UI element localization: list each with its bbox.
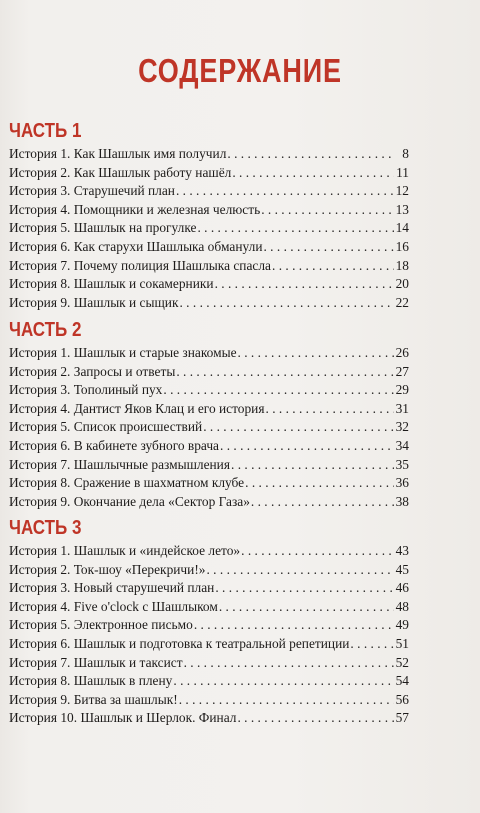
toc-entry-page-number: 29 — [395, 382, 409, 398]
dot-leader — [179, 691, 394, 710]
toc-part-3 — [9, 516, 409, 728]
dot-leader — [184, 654, 394, 673]
toc-entry-title: История 1. Шашлык и старые знакомые — [9, 345, 237, 360]
toc-entry — [9, 493, 409, 512]
dot-leader — [173, 672, 394, 691]
dot-leader — [263, 238, 394, 257]
toc-entry — [9, 616, 409, 635]
dot-leader — [215, 579, 394, 598]
dot-leader — [194, 616, 394, 635]
toc-entry-page-number: 14 — [395, 220, 409, 236]
toc-entry-title: История 5. Шашлык на прогулке — [9, 220, 197, 236]
part-heading: ЧАСТЬ 2 — [9, 319, 82, 341]
dot-leader — [245, 474, 394, 493]
part-heading: ЧАСТЬ 3 — [9, 517, 82, 539]
toc-entry-page-number: 12 — [395, 183, 409, 199]
toc-entry-title: История 6. В кабинете зубного врача — [9, 437, 220, 453]
toc-entry-title: История 4. Помощники и железная челюсть — [9, 201, 261, 217]
toc-entry-title: История 10. Шашлык и Шерлок. Финал — [9, 710, 237, 726]
toc-entry-page-number: 32 — [395, 419, 409, 435]
toc-entry-page-number: 22 — [395, 294, 409, 310]
toc-entry-title: История 2. Как Шашлык работу нашёл — [9, 164, 232, 180]
toc-entry-title: История 8. Сражение в шахматном клубе — [9, 475, 245, 491]
toc-entry — [9, 294, 409, 313]
toc-part-1 — [9, 119, 409, 312]
toc-entry — [9, 456, 409, 475]
toc-entry-page-number: 31 — [395, 400, 409, 416]
toc-entry — [9, 182, 409, 201]
toc-entry-list — [9, 542, 409, 728]
toc-entry-title: История 2. Запросы и ответы — [9, 363, 176, 379]
toc-entry-page-number: 38 — [395, 493, 409, 509]
toc-entry — [9, 561, 409, 580]
part-heading: ЧАСТЬ 1 — [9, 120, 82, 142]
toc-entry — [9, 598, 409, 617]
dot-leader — [232, 164, 394, 183]
toc-entry-title: История 7. Шашлычные размышления — [9, 456, 231, 472]
toc-entry-page-number: 51 — [395, 635, 409, 651]
toc-entry-page-number: 57 — [395, 710, 409, 726]
toc-entry — [9, 437, 409, 456]
toc-entry-title: История 5. Электронное письмо — [9, 617, 193, 633]
dot-leader — [238, 344, 394, 363]
toc-entry-page-number: 43 — [395, 543, 409, 558]
toc-entry — [9, 418, 409, 437]
toc-entry-title: История 6. Шашлык и подготовка к театральной репетиции — [9, 635, 350, 651]
dot-leader — [251, 493, 394, 512]
toc-entry — [9, 672, 409, 691]
toc-entry — [9, 164, 409, 183]
dot-leader — [272, 257, 394, 276]
dot-leader — [227, 145, 394, 164]
toc-entry-page-number: 52 — [395, 654, 409, 670]
toc-entry — [9, 145, 409, 164]
toc-entry-page-number: 34 — [395, 437, 409, 453]
toc-entry-page-number: 26 — [395, 345, 409, 360]
dot-leader — [163, 381, 394, 400]
toc-entry-list — [9, 344, 409, 511]
toc-entry — [9, 474, 409, 493]
toc-entry-page-number: 35 — [395, 456, 409, 472]
toc-entry-title: История 5. Список происшествий — [9, 419, 203, 435]
toc-entry-page-number: 54 — [395, 673, 409, 689]
toc-entry-page-number: 8 — [402, 146, 409, 161]
toc-entry-title: История 4. Дантист Яков Клац и его история — [9, 400, 265, 416]
toc-entry — [9, 219, 409, 238]
dot-leader — [261, 201, 394, 220]
dot-leader — [231, 456, 394, 475]
toc-entry — [9, 238, 409, 257]
toc-entry-title: История 8. Шашлык и сокамерники — [9, 276, 214, 292]
toc-entry — [9, 654, 409, 673]
toc-entry-page-number: 11 — [396, 164, 409, 180]
dot-leader — [241, 542, 394, 561]
toc-entry-page-number: 49 — [395, 617, 409, 633]
toc-entry-title: История 9. Окончание дела «Сектор Газа» — [9, 493, 250, 509]
toc-entry-title: История 7. Шашлык и таксист — [9, 654, 183, 670]
toc-entry — [9, 344, 409, 363]
toc-entry-page-number: 16 — [395, 238, 409, 254]
toc-entry-page-number: 46 — [395, 580, 409, 596]
toc-entry-page-number: 27 — [395, 363, 409, 379]
dot-leader — [220, 437, 394, 456]
dot-leader — [179, 294, 394, 313]
toc-entry-title: История 9. Битва за шашлык! — [9, 691, 178, 707]
toc-entry — [9, 635, 409, 654]
dot-leader — [219, 598, 394, 617]
dot-leader — [197, 219, 394, 238]
dot-leader — [176, 363, 394, 382]
toc-entry-title: История 6. Как старухи Шашлыка обманули — [9, 238, 263, 254]
toc-entry-page-number: 45 — [395, 561, 409, 577]
toc-entry-page-number: 20 — [395, 276, 409, 292]
toc-entry-title: История 3. Тополиный пух — [9, 382, 163, 398]
toc-entry-title: История 1. Как Шашлык имя получил — [9, 146, 227, 161]
toc-entry — [9, 363, 409, 382]
toc-entry-title: История 9. Шашлык и сыщик — [9, 294, 179, 310]
toc-entry — [9, 257, 409, 276]
dot-leader — [350, 635, 394, 654]
dot-leader — [206, 561, 394, 580]
toc-entry-page-number: 18 — [395, 257, 409, 273]
toc-entry-page-number: 13 — [395, 201, 409, 217]
toc-entry-title: История 4. Five o'clock с Шашлыком — [9, 598, 218, 614]
dot-leader — [203, 418, 394, 437]
dot-leader — [237, 709, 394, 728]
toc-entry-title: История 8. Шашлык в плену — [9, 673, 173, 689]
toc-entry — [9, 709, 409, 728]
toc-entry-title: История 1. Шашлык и «индейское лето» — [9, 543, 241, 558]
toc-entry-title: История 7. Почему полиция Шашлыка спасла — [9, 257, 271, 273]
dot-leader — [176, 182, 394, 201]
toc-entry-page-number: 36 — [395, 475, 409, 491]
toc-part-2 — [9, 318, 409, 511]
toc-entry-title: История 3. Новый старушечий план — [9, 580, 215, 596]
toc-entry-title: История 2. Ток-шоу «Перекричи!» — [9, 561, 206, 577]
dot-leader — [215, 275, 394, 294]
toc-entry — [9, 381, 409, 400]
toc-entry — [9, 201, 409, 220]
toc-entry — [9, 691, 409, 710]
toc-entry-title: История 3. Старушечий план — [9, 183, 175, 199]
dot-leader — [266, 400, 395, 419]
toc-entry — [9, 579, 409, 598]
toc-entry — [9, 400, 409, 419]
page-title: СОДЕРЖАНИЕ — [138, 52, 342, 89]
toc-entry-list — [9, 145, 409, 312]
toc-entry-page-number: 48 — [395, 598, 409, 614]
toc-entry-page-number: 56 — [395, 691, 409, 707]
toc-entry — [9, 275, 409, 294]
toc-entry — [9, 542, 409, 561]
